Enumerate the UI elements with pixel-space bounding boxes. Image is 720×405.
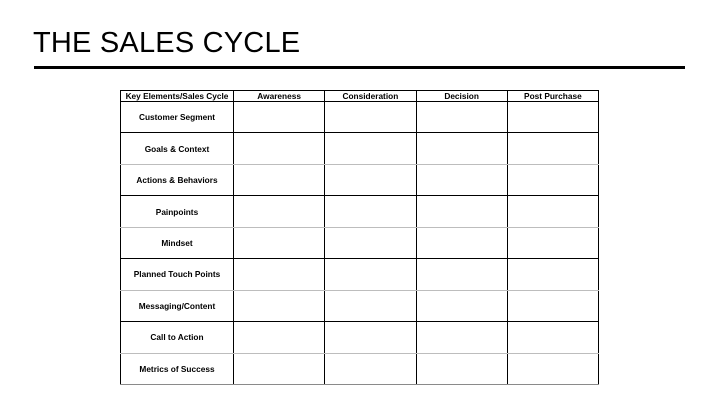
row-label: Planned Touch Points — [121, 259, 234, 290]
row-label: Actions & Behaviors — [121, 164, 234, 195]
row-label: Painpoints — [121, 196, 234, 227]
table-row — [121, 322, 599, 353]
header-post-purchase: Post Purchase — [507, 91, 598, 102]
table-cell[interactable] — [507, 164, 598, 195]
table-cell[interactable] — [507, 102, 598, 133]
table-row — [121, 133, 599, 164]
table-cell[interactable] — [325, 133, 416, 164]
sales-cycle-table — [120, 90, 599, 385]
table-cell[interactable] — [325, 322, 416, 353]
title-underline — [34, 66, 685, 69]
row-label: Customer Segment — [121, 102, 234, 133]
table-row — [121, 227, 599, 258]
row-label: Metrics of Success — [121, 353, 234, 385]
table-cell[interactable] — [416, 322, 507, 353]
table-cell[interactable] — [234, 353, 325, 385]
table-cell[interactable] — [234, 322, 325, 353]
table-cell[interactable] — [234, 102, 325, 133]
table-row — [121, 259, 599, 290]
table-cell[interactable] — [234, 196, 325, 227]
table-cell[interactable] — [234, 164, 325, 195]
table-cell[interactable] — [325, 164, 416, 195]
table-cell[interactable] — [507, 353, 598, 385]
table-cell[interactable] — [325, 353, 416, 385]
table-cell[interactable] — [416, 102, 507, 133]
row-label: Call to Action — [121, 322, 234, 353]
table-cell[interactable] — [416, 259, 507, 290]
table-cell[interactable] — [325, 290, 416, 321]
table-cell[interactable] — [234, 259, 325, 290]
slide-title: THE SALES CYCLE — [33, 27, 301, 59]
header-key-elements: Key Elements/Sales Cycle — [121, 91, 234, 102]
table-row — [121, 164, 599, 195]
table-cell[interactable] — [507, 133, 598, 164]
table-cell[interactable] — [507, 227, 598, 258]
table-cell[interactable] — [507, 196, 598, 227]
row-label: Messaging/Content — [121, 290, 234, 321]
table-row — [121, 290, 599, 321]
table-cell[interactable] — [325, 259, 416, 290]
table-cell[interactable] — [416, 133, 507, 164]
table-cell[interactable] — [507, 259, 598, 290]
table-cell[interactable] — [234, 227, 325, 258]
table-row — [121, 102, 599, 133]
table-cell[interactable] — [325, 102, 416, 133]
table-row — [121, 196, 599, 227]
table-cell[interactable] — [507, 290, 598, 321]
table-cell[interactable] — [416, 227, 507, 258]
header-consideration: Consideration — [325, 91, 416, 102]
row-label: Goals & Context — [121, 133, 234, 164]
table-cell[interactable] — [416, 164, 507, 195]
header-awareness: Awareness — [234, 91, 325, 102]
table-cell[interactable] — [325, 227, 416, 258]
table-cell[interactable] — [416, 290, 507, 321]
table-cell[interactable] — [416, 353, 507, 385]
row-label: Mindset — [121, 227, 234, 258]
table-header-row — [121, 91, 599, 102]
table-cell[interactable] — [507, 322, 598, 353]
table-cell[interactable] — [325, 196, 416, 227]
header-decision: Decision — [416, 91, 507, 102]
table-cell[interactable] — [416, 196, 507, 227]
table-cell[interactable] — [234, 133, 325, 164]
table-row — [121, 353, 599, 385]
table-cell[interactable] — [234, 290, 325, 321]
